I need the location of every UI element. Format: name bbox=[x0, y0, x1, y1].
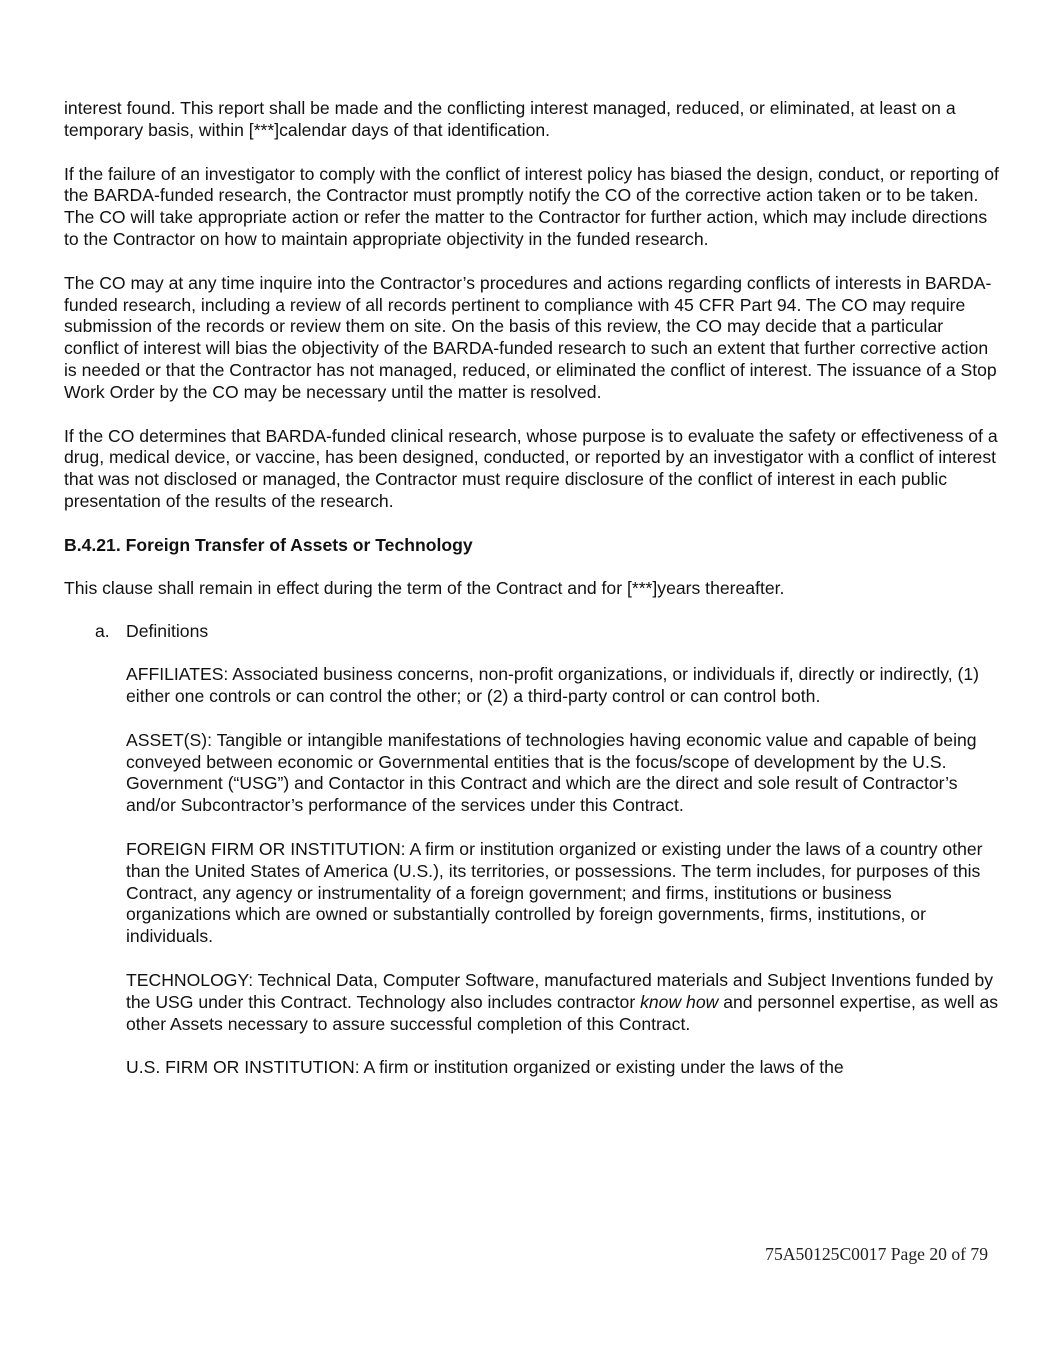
paragraph-conflict-report: interest found. This report shall be made and the conflicting interest managed, reduced, or eliminated, at least on a temporary basis, within [***]calendar days of that identification. bbox=[64, 98, 956, 140]
paragraph-co-inquiry: The CO may at any time inquire into the Contractor’s procedures and actions regarding conflicts of interests in BARDA-funded research, including a review of all records pertinent to compliance with 45 CFR Part 94. The CO may require submission of the records or review them on site. On the basis of this review, the CO may decide that a particular conflict of interest will bias the objectivity of the BARDA-funded research to such an extent that further corrective action is needed or that the Contractor has not managed, reduced, or eliminated the conflict of interest. The issuance of a Stop Work Order by the CO may be necessary until the matter is resolved. bbox=[64, 272, 997, 402]
definition-affiliates: AFFILIATES: Associated business concerns, non-profit organizations, or individuals if, directly or indirectly, (1) either one controls or can control the other; or (2) a third-party control or can control both. bbox=[126, 664, 980, 706]
list-label: Definitions bbox=[126, 621, 209, 642]
page-content bbox=[64, 98, 999, 1079]
definition-technology bbox=[126, 970, 999, 1035]
page-footer: 75A50125C0017 Page 20 of 79 bbox=[765, 1244, 988, 1264]
definition-technology-text-2: and personnel expertise, as well as other Assets necessary to assure successful completion of this Contract. bbox=[126, 991, 999, 1034]
section-intro: This clause shall remain in effect during the term of the Contract and for [***]years thereafter. bbox=[64, 577, 785, 598]
list-marker: a. bbox=[95, 621, 110, 642]
definition-foreign-firm: FOREIGN FIRM OR INSTITUTION: A firm or institution organized or existing under the laws of a country other than the United States of America (U.S.), its territories, or possessions. The term includes, for purposes of this Contract, any agency or instrumentality of a foreign government; and firms, institutions or business organizations which are owned or substantially controlled by foreign governments, firms, institutions, or individuals. bbox=[126, 838, 983, 947]
definition-assets: ASSET(S): Tangible or intangible manifestations of technologies having economic value and capable of being conveyed between economic or Governmental entities that is the focus/scope of development by the U.S. Government (“USG”) and Contactor in this Contract and which are the direct and sole result of Contractor’s and/or Subcontractor’s performance of the services under this Contract. bbox=[126, 729, 977, 816]
definition-us-firm: U.S. FIRM OR INSTITUTION: A firm or institution organized or existing under the laws of the bbox=[126, 1057, 844, 1078]
section-heading: B.4.21. Foreign Transfer of Assets or Technology bbox=[64, 534, 473, 555]
list-item-definitions bbox=[64, 621, 999, 643]
paragraph-investigator-failure: If the failure of an investigator to comply with the conflict of interest policy has biased the design, conduct, or reporting of the BARDA-funded research, the Contractor must promptly notify the CO of the corrective action taken or to be taken. The CO will take appropriate action or refer the matter to the Contractor for further action, which may include directions to the Contractor on how to maintain appropriate objectivity in the funded research. bbox=[64, 163, 999, 249]
definition-technology-text-1: TECHNOLOGY: Technical Data, Computer Software, manufactured materials and Subject Inventions funded by the USG under this Contract. Technology also includes contractor bbox=[126, 969, 994, 1012]
definition-technology-emphasis: know how bbox=[640, 991, 719, 1012]
paragraph-clinical-research-disclosure: If the CO determines that BARDA-funded clinical research, whose purpose is to evaluate the safety or effectiveness of a drug, medical device, or vaccine, has been designed, conducted, or reported by an investigator with a conflict of interest that was not disclosed or managed, the Contractor must require disclosure of the conflict of interest in each public presentation of the results of the research. bbox=[64, 425, 998, 511]
